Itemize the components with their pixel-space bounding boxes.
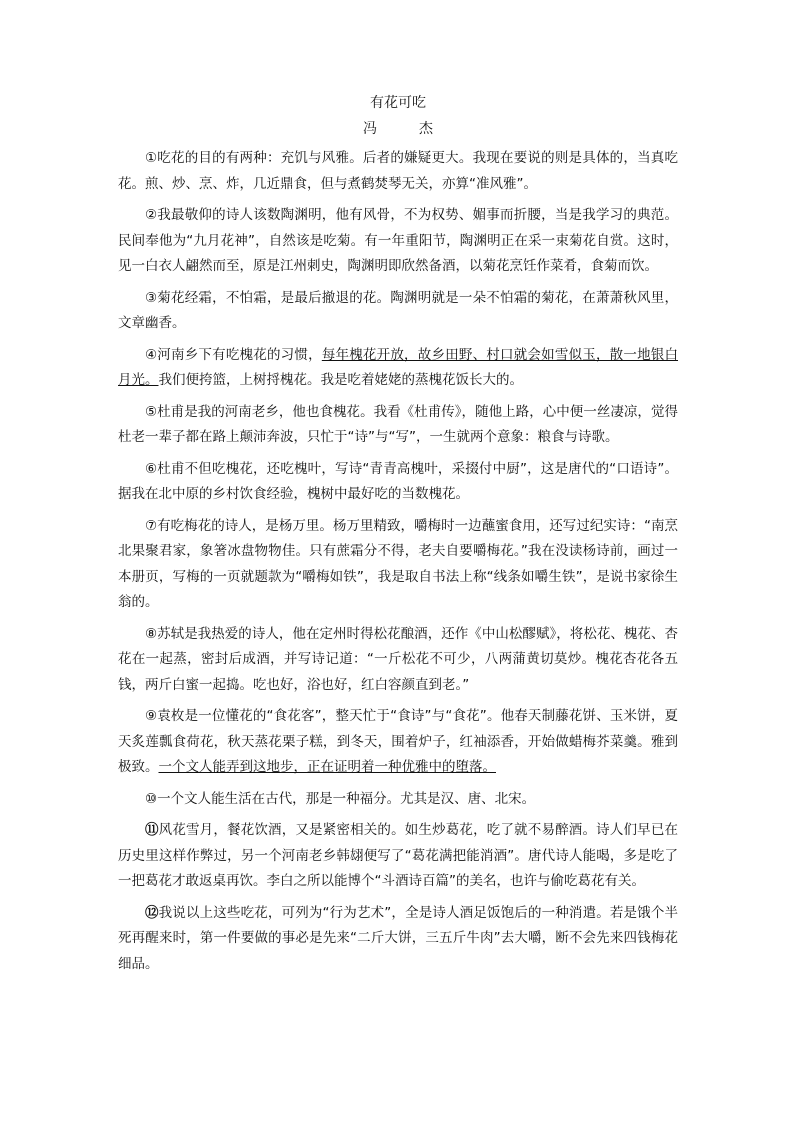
article-title: 有花可吃 <box>370 95 426 111</box>
paragraph-text: ⑨袁枚是一位懂花的“食花客”，整天忙于“食诗”与“食花”。他春天制藤花饼、玉米饼，夏天炙莲瓢食荷花，秋天蒸花栗子糕，到冬天，围着炉子，红袖添香，开始做蜡梅芥菜羹。雅到极致。 <box>118 708 678 775</box>
paragraph-8 <box>118 622 678 699</box>
paragraph-text: ⑤杜甫是我的河南老乡，他也食槐花。我看《杜甫传》，随他上路，心中便一丝凄凉，觉得杜老一辈子都在路上颠沛奔波，只忙于“诗”与“写”，一生就两个意象：粮食与诗歌。 <box>118 403 678 445</box>
paragraph-text: ②我最敬仰的诗人该数陶渊明，他有风骨，不为权势、媚事而折腰，当是我学习的典范。民间奉他为“九月花神”，自然该是吃菊。有一年重阳节，陶渊明正在采一束菊花自赏。这时，见一白衣人翩然而至，原是江州刺史，陶渊明即欣然备酒，以菊花烹饪作菜肴，食菊而饮。 <box>118 207 678 274</box>
paragraph-11 <box>118 818 678 895</box>
paragraph-6 <box>118 457 678 508</box>
paragraph-text: ⑥杜甫不但吃槐花，还吃槐叶，写诗“青青高槐叶，采掇付中厨”，这是唐代的“口语诗”。据我在北中原的乡村饮食经验，槐树中最好吃的当数槐花。 <box>118 460 678 502</box>
paragraph-2 <box>118 203 678 280</box>
paragraph-number: ⑪ <box>145 822 159 838</box>
paragraph-5 <box>118 400 678 451</box>
underlined-sentence: 每年槐花开放，故乡田野、村口就会如雪似玉，散一地银白月光。 <box>118 346 679 388</box>
paragraph-3 <box>118 286 678 337</box>
paragraph-10 <box>118 787 678 813</box>
paragraph-text: ③菊花经霜，不怕霜，是最后撤退的花。陶渊明就是一朵不怕霜的菊花，在萧萧秋风里，文章幽香。 <box>118 289 678 331</box>
paragraph-12 <box>118 901 678 978</box>
article-author: 冯 杰 <box>363 121 447 137</box>
paragraph-text: 我说以上这些吃花，可列为“行为艺术”，全是诗人酒足饭饱后的一种消遣。若是饿个半死再醒来时，第一件要做的事必是先来“二斤大饼，三五斤牛肉”去大嚼，断不会先来四钱梅花细品。 <box>118 904 678 972</box>
paragraph-text: 风花雪月，餐花饮酒，又是紧密相关的。如生炒葛花，吃了就不易醉酒。诗人们早已在历史里这样作弊过，另一个河南老乡韩翃便写了“葛花满把能消酒”。唐代诗人能喝，多是吃了一把葛花才敢返桌再饮。李白之所以能博个“斗酒诗百篇”的美名，也许与偷吃葛花有关。 <box>118 822 678 889</box>
paragraph-9 <box>118 704 678 781</box>
underlined-sentence: 一个文人能弄到这地步，正在证明着一种优雅中的堕落。 <box>158 759 496 775</box>
document-page <box>118 92 678 983</box>
paragraph-1 <box>118 146 678 197</box>
paragraph-number: ⑫ <box>145 904 159 921</box>
paragraph-text: ⑧苏轼是我热爱的诗人，他在定州时得松花酿酒，还作《中山松醪赋》，将松花、槐花、杏花在一起蒸，密封后成酒，并写诗记道：“一斤松花不可少，八两蒲黄切莫炒。槐花杏花各五钱，两斤白蜜一起捣。吃也好，浴也好，红白容颜直到老。” <box>118 625 678 693</box>
paragraph-7 <box>118 514 678 616</box>
paragraph-text: 我们便挎篮，上树捋槐花。我是吃着姥姥的蒸槐花饭长大的。 <box>158 372 523 388</box>
paragraph-text: ⑩一个文人能生活在古代，那是一种福分。尤其是汉、唐、北宋。 <box>145 790 536 807</box>
paragraph-text: ①吃花的目的有两种：充饥与风雅。后者的嫌疑更大。我现在要说的则是具体的，当真吃花。煎、炒、烹、炸，几近鼎食，但与煮鹤焚琴无关，亦算“准风雅”。 <box>118 150 678 192</box>
paragraph-4 <box>118 343 678 394</box>
paragraph-text: ⑦有吃梅花的诗人，是杨万里。杨万里精致，嚼梅时一边蘸蜜食用，还写过纪实诗：“南烹北果聚君家，象箸冰盘物物佳。只有蔗霜分不得，老夫自要嚼梅花。”我在没读杨诗前，画过一本册页，写梅的一页就题款为“嚼梅如铁”，我是取自书法上称“线条如嚼生铁”，是说书家徐生翁的。 <box>118 517 678 610</box>
paragraph-text: ④河南乡下有吃槐花的习惯， <box>145 346 322 363</box>
